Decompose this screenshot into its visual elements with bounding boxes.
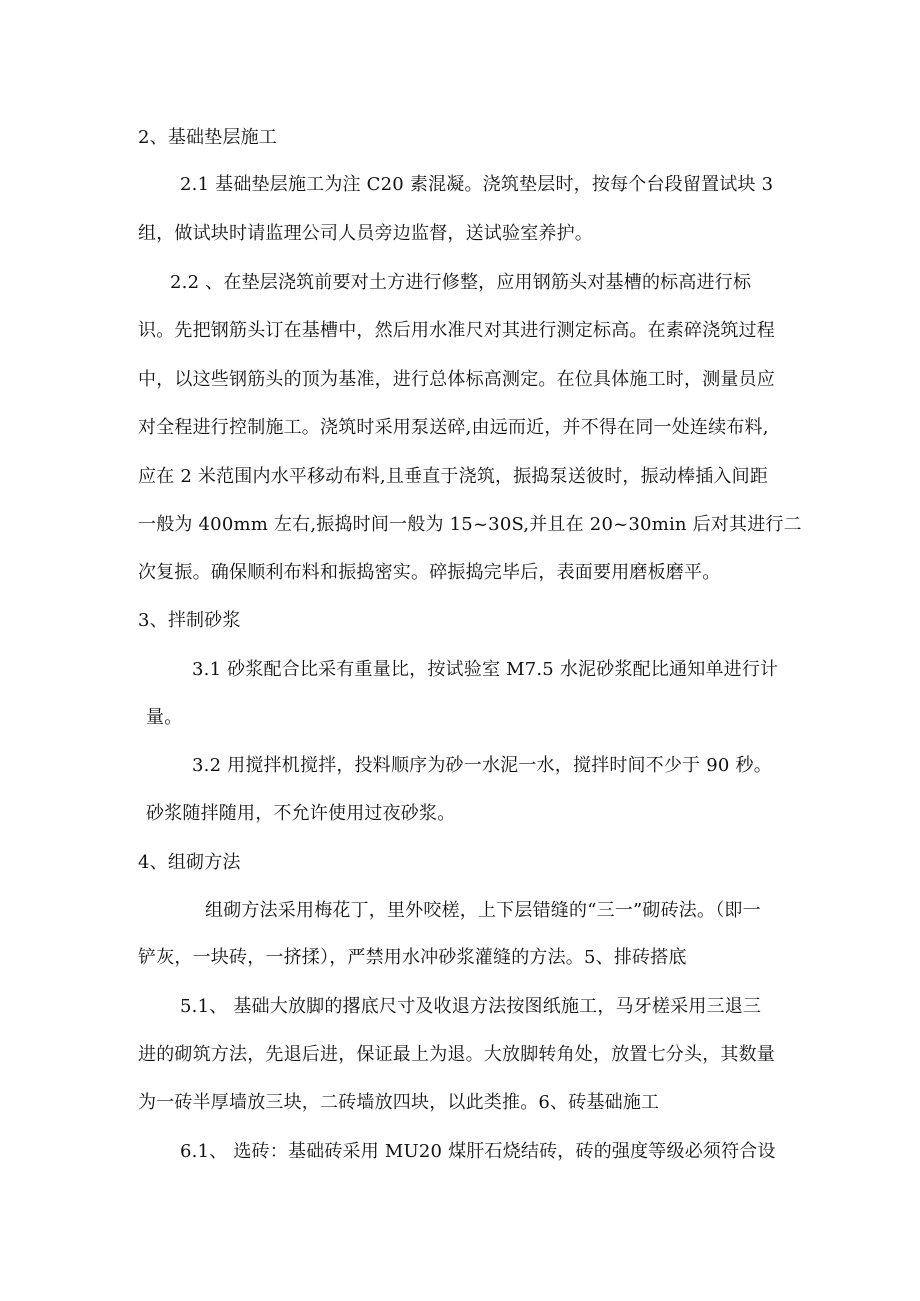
paragraph-5-1-line-2: 进的砌筑方法，先退后进，保证最上为退。大放脚转角处，放置七分头，其数量 — [138, 1044, 775, 1065]
paragraph-2-2-line-4: 对全程进行控制施工。浇筑时采用泵送碎,由远而近，并不得在同一处连续布料, — [138, 417, 769, 438]
paragraph-2-2-line-3: 中，以这些钢筋头的顶为基准，进行总体标高测定。在位具体施工时，测量员应 — [138, 369, 775, 390]
section-heading-4: 4、组砌方法 — [138, 852, 241, 873]
paragraph-2-2-line-1: 2.2 、在垫层浇筑前要对土方进行修整，应用钢筋头对基槽的标高进行标 — [170, 272, 752, 293]
paragraph-2-1-line-1: 2.1 基础垫层施工为注 C20 素混凝。浇筑垫层时，按每个台段留置试块 3 — [180, 174, 774, 195]
paragraph-5-1-line-1: 5.1、 基础大放脚的撂底尺寸及收退方法按图纸施工，马牙槎采用三退三 — [180, 996, 762, 1017]
section-heading-3: 3、拌制砂浆 — [138, 610, 241, 631]
paragraph-2-2-line-7: 次复振。确保顺利布料和振捣密实。碎振捣完毕后，表面要用磨板磨平。 — [138, 562, 721, 583]
paragraph-3-2-line-1: 3.2 用搅拌机搅拌，投料顺序为砂一水泥一水，搅拌时间不少于 90 秒。 — [192, 755, 772, 776]
paragraph-3-2-line-2: 砂浆随拌随用，不允许使用过夜砂浆。 — [146, 803, 456, 824]
paragraph-2-1-line-2: 组，做试块时请监理公司人员旁边监督，送试验室养护。 — [138, 223, 593, 244]
paragraph-3-1-line-1: 3.1 砂浆配合比采有重量比，按试验室 M7.5 水泥砂浆配比通知单进行计 — [192, 659, 779, 680]
paragraph-4-line-1: 组砌方法采用梅花丁，里外咬槎，上下层错缝的“三一”砌砖法。（即一 — [205, 900, 761, 921]
paragraph-3-1-line-2: 量。 — [146, 707, 183, 728]
paragraph-6-1-line-1: 6.1、 选砖：基础砖采用 MU20 煤肝石烧结砖，砖的强度等级必须符合设 — [180, 1141, 776, 1162]
section-heading-2: 2、基础垫层施工 — [138, 127, 278, 148]
paragraph-4-line-2: 铲灰，一块砖，一挤揉），严禁用水冲砂浆灌缝的方法。5、排砖搭底 — [138, 947, 687, 968]
paragraph-2-2-line-6: 一般为 400mm 左右,振捣时间一般为 15~30S,并且在 20~30min 后对其进行二 — [138, 514, 802, 535]
paragraph-2-2-line-5: 应在 2 米范围内水平移动布料,且垂直于浇筑，振捣泵送彼时，振动棒插入间距 — [138, 466, 769, 487]
paragraph-2-2-line-2: 识。先把钢筋头订在基槽中，然后用水准尺对其进行测定标高。在素碎浇筑过程 — [138, 320, 775, 341]
paragraph-5-1-line-3: 为一砖半厚墙放三块，二砖墙放四块，以此类推。6、砖基础施工 — [138, 1092, 660, 1113]
